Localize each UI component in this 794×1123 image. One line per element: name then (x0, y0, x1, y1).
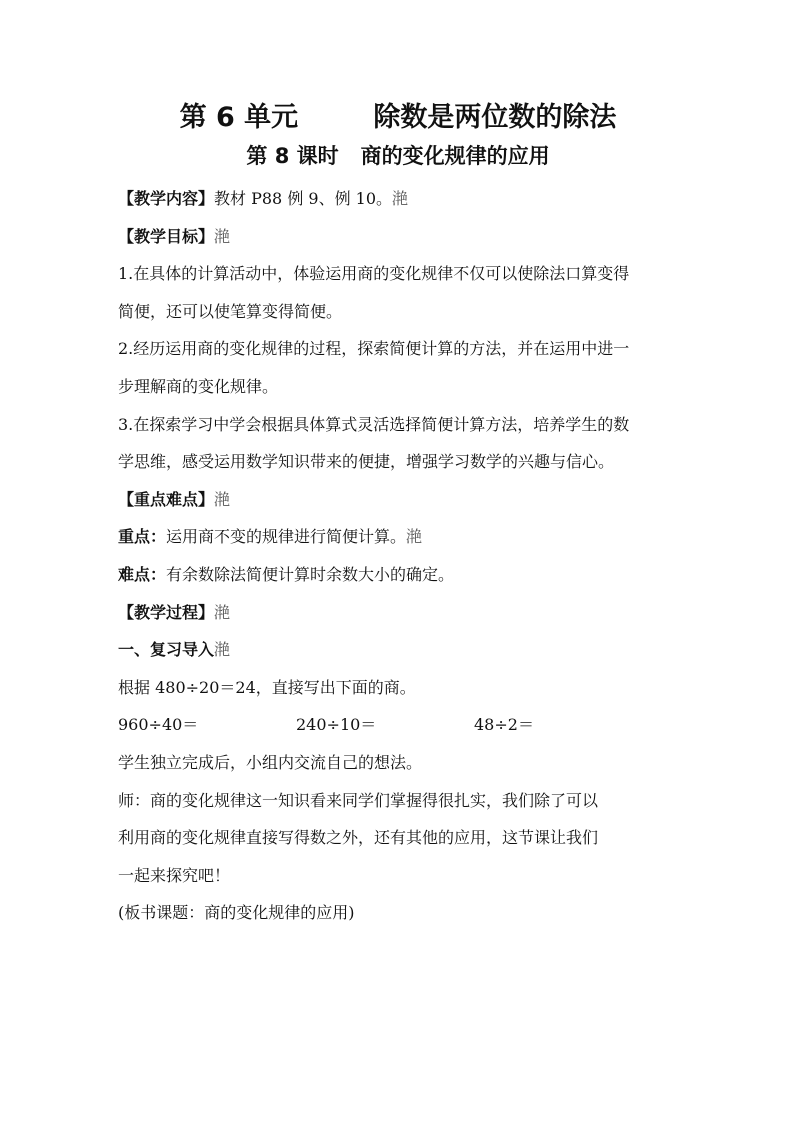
unit-heading (118, 98, 678, 138)
teacher-line: 一起来探究吧！ (118, 865, 231, 885)
teaching-process-heading (118, 594, 678, 632)
section-heading (118, 631, 678, 669)
teaching-content-text: 教材 P88 例 9、例 10。 (214, 189, 393, 208)
key-point-mark: 滟 (406, 527, 423, 547)
review-intro: 根据 480÷20＝24，直接写出下面的商。 (118, 677, 416, 697)
goal-line: 步理解商的变化规律。 (118, 376, 279, 396)
teaching-goals-heading (118, 218, 678, 256)
teaching-process-label: 【教学过程】 (118, 602, 215, 622)
key-points-mark: 滟 (214, 489, 231, 509)
equation: 960÷40＝ (118, 715, 199, 735)
goal-line: 学思维，感受运用数学知识带来的便捷，增强学习数学的兴趣与信心。 (118, 452, 615, 472)
unit-title: 除数是两位数的除法 (373, 102, 617, 133)
board-title-note: (板书课题：商的变化规律的应用) (118, 903, 355, 923)
teaching-content (118, 180, 678, 218)
teacher-line: 师：商的变化规律这一知识看来同学们掌握得很扎实，我们除了可以 (118, 790, 599, 810)
section-title: 一、复习导入 (118, 640, 215, 660)
teaching-goals-label: 【教学目标】 (118, 226, 215, 246)
difficult-point-text: 有余数除法简便计算时余数大小的确定。 (166, 564, 455, 584)
key-points-label: 【重点难点】 (118, 489, 215, 509)
key-point-label: 重点： (118, 527, 167, 547)
goal-line: 1.在具体的计算活动中，体验运用商的变化规律不仅可以使除法口算变得 (118, 264, 630, 284)
difficult-point (118, 556, 678, 594)
unit-number: 第 6 单元 (179, 102, 299, 133)
goal-line: 3.在探索学习中学会根据具体算式灵活选择简便计算方法，培养学生的数 (118, 414, 630, 434)
student-activity: 学生独立完成后，小组内交流自己的想法。 (118, 752, 423, 772)
teacher-line: 利用商的变化规律直接写得数之外，还有其他的应用，这节课让我们 (118, 828, 599, 848)
goals-mark: 滟 (214, 226, 231, 246)
section-mark: 滟 (214, 640, 231, 660)
key-points-heading (118, 481, 678, 519)
key-point (118, 518, 678, 556)
teaching-content-label: 【教学内容】 (118, 189, 215, 208)
document-page (118, 98, 678, 932)
content-mark: 滟 (392, 189, 409, 208)
equation: 48÷2＝ (474, 715, 534, 735)
equation: 240÷10＝ (296, 715, 377, 735)
lesson-number: 第 8 课时 (246, 144, 339, 168)
lesson-title: 商的变化规律的应用 (360, 144, 550, 168)
equation-row (118, 706, 678, 744)
goal-line: 简便，还可以使笔算变得简便。 (118, 301, 343, 321)
process-mark: 滟 (214, 602, 231, 622)
key-point-text: 运用商不变的规律进行简便计算。 (166, 527, 407, 547)
goal-line: 2.经历运用商的变化规律的过程，探索简便计算的方法，并在运用中进一 (118, 339, 630, 359)
lesson-heading (118, 138, 678, 174)
difficult-point-label: 难点： (118, 564, 167, 584)
